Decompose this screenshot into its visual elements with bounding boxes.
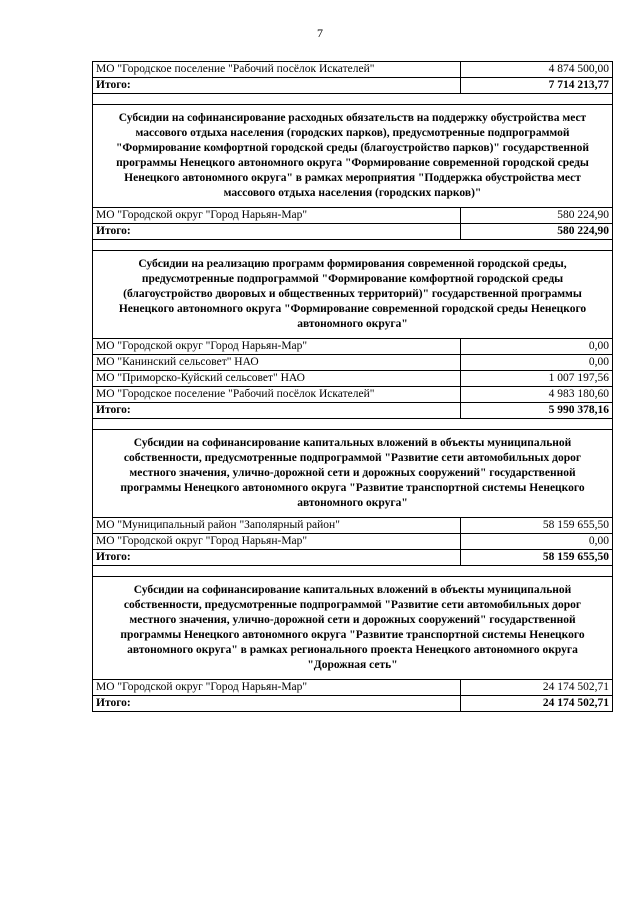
section-title-row [93, 430, 613, 518]
amount-value: 0,00 [461, 339, 613, 355]
subsidy-table [92, 61, 613, 712]
total-value: 5 990 378,16 [461, 403, 613, 419]
municipality-name: МО "Муниципальный район "Заполярный район" [93, 518, 461, 534]
section-title: Субсидии на софинансирование капитальных вложений в объекты муниципальной собственности, предусмотренные подпрограммой "Развитие сети автомобильных дорог местного значения, улично-дорожной сети и дорожных сооружений" государственной программы Ненецкого автономного округа "Развитие транспортной системы Ненецкого автономного округа" в рамках регионального проекта Ненецкого автономного округа "Дорожная сеть" [93, 577, 613, 680]
municipality-name: МО "Городской округ "Город Нарьян-Мар" [93, 534, 461, 550]
total-value: 24 174 502,71 [461, 696, 613, 712]
amount-value: 4 983 180,60 [461, 387, 613, 403]
total-label: Итого: [93, 78, 461, 94]
table-row [93, 371, 613, 387]
spacer-cell [93, 240, 613, 251]
amount-value: 24 174 502,71 [461, 680, 613, 696]
spacer-cell [93, 419, 613, 430]
municipality-name: МО "Городской округ "Город Нарьян-Мар" [93, 208, 461, 224]
municipality-name: МО "Городской округ "Город Нарьян-Мар" [93, 339, 461, 355]
spacer-cell [93, 94, 613, 105]
table-row [93, 208, 613, 224]
section-title-row [93, 577, 613, 680]
total-label: Итого: [93, 696, 461, 712]
municipality-name: МО "Канинский сельсовет" НАО [93, 355, 461, 371]
table-row [93, 680, 613, 696]
total-value: 7 714 213,77 [461, 78, 613, 94]
table-row [93, 355, 613, 371]
municipality-name: МО "Городское поселение "Рабочий посёлок Искателей" [93, 62, 461, 78]
page-number: 7 [317, 26, 323, 40]
section-title: Субсидии на софинансирование расходных обязательств на поддержку обустройства мест массового отдыха населения (городских парков), предусмотренные подпрограммой "Формирование комфортной городской среды (благоустройство парков)" государственной программы Ненецкого автономного округа "Формирование современной городской среды Ненецкого автономного округа" в рамках мероприятия "Поддержка обустройства мест массового отдыха населения (городских парков)" [93, 105, 613, 208]
table-row [93, 339, 613, 355]
total-row [93, 224, 613, 240]
section-title-row [93, 251, 613, 339]
total-label: Итого: [93, 403, 461, 419]
spacer-row [93, 566, 613, 577]
amount-value: 0,00 [461, 355, 613, 371]
municipality-name: МО "Приморско-Куйский сельсовет" НАО [93, 371, 461, 387]
amount-value: 580 224,90 [461, 208, 613, 224]
table-row [93, 387, 613, 403]
total-row [93, 550, 613, 566]
municipality-name: МО "Городское поселение "Рабочий посёлок Искателей" [93, 387, 461, 403]
amount-value: 0,00 [461, 534, 613, 550]
amount-value: 1 007 197,56 [461, 371, 613, 387]
total-label: Итого: [93, 224, 461, 240]
amount-value: 4 874 500,00 [461, 62, 613, 78]
spacer-cell [93, 566, 613, 577]
spacer-row [93, 94, 613, 105]
total-row [93, 696, 613, 712]
table-row [93, 518, 613, 534]
total-row [93, 78, 613, 94]
total-row [93, 403, 613, 419]
total-value: 580 224,90 [461, 224, 613, 240]
spacer-row [93, 240, 613, 251]
table-row [93, 534, 613, 550]
municipality-name: МО "Городской округ "Город Нарьян-Мар" [93, 680, 461, 696]
section-title-row [93, 105, 613, 208]
section-title: Субсидии на софинансирование капитальных вложений в объекты муниципальной собственности, предусмотренные подпрограммой "Развитие сети автомобильных дорог местного значения, улично-дорожной сети и дорожных сооружений" государственной программы Ненецкого автономного округа "Развитие транспортной системы Ненецкого автономного округа" [93, 430, 613, 518]
spacer-row [93, 419, 613, 430]
amount-value: 58 159 655,50 [461, 518, 613, 534]
table-row [93, 62, 613, 78]
section-title: Субсидии на реализацию программ формирования современной городской среды, предусмотренные подпрограммой "Формирование комфортной городской среды (благоустройство дворовых и общественных территорий)" государственной программы Ненецкого автономного округа "Формирование современной городской среды Ненецкого автономного округа" [93, 251, 613, 339]
total-label: Итого: [93, 550, 461, 566]
total-value: 58 159 655,50 [461, 550, 613, 566]
